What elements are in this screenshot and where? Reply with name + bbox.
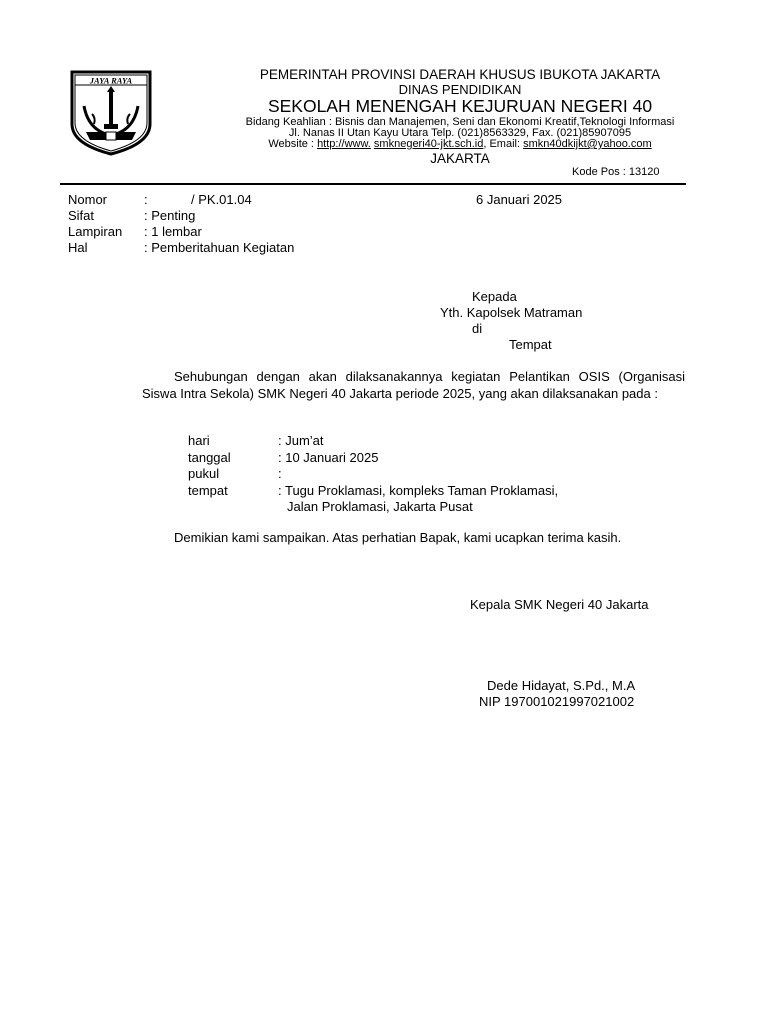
email-label: , Email: xyxy=(483,138,524,150)
hari-label: hari xyxy=(188,433,210,448)
website-link-1[interactable]: http://www. xyxy=(317,138,371,150)
header-department: DINAS PENDIDIKAN xyxy=(398,82,522,97)
kode-pos: Kode Pos : 13120 xyxy=(572,166,660,178)
sifat-label: Sifat xyxy=(68,208,95,223)
hari-value: : Jum’at xyxy=(278,433,324,448)
recipient-tempat: Tempat xyxy=(509,337,552,352)
header-address: Jl. Nanas II Utan Kayu Utara Telp. (021)8563329, Fax. (021)85907095 xyxy=(288,127,632,139)
tempat-label: tempat xyxy=(188,483,228,498)
letter-date: 6 Januari 2025 xyxy=(476,192,563,207)
tanggal-value: : 10 Januari 2025 xyxy=(278,450,379,465)
jakarta-emblem-logo xyxy=(66,66,156,156)
nomor-colon: : xyxy=(144,192,148,207)
body-paragraph-2: Demikian kami sampaikan. Atas perhatian Bapak, kami ucapkan terima kasih. xyxy=(174,530,622,545)
nomor-value: / PK.01.04 xyxy=(191,192,252,207)
pukul-value: : xyxy=(278,466,282,481)
hal-value: : Pemberitahuan Kegiatan xyxy=(144,240,295,255)
signature-title: Kepala SMK Negeri 40 Jakarta xyxy=(470,597,649,612)
header-city: JAKARTA xyxy=(430,151,490,166)
header-school-name: SEKOLAH MENENGAH KEJURUAN NEGERI 40 xyxy=(267,96,653,116)
website-link-2[interactable]: smknegeri40-jkt.sch.id xyxy=(373,138,484,150)
lampiran-value: : 1 lembar xyxy=(144,224,202,239)
website-label: Website : xyxy=(268,138,318,150)
header-contact xyxy=(160,138,760,150)
header-government: PEMERINTAH PROVINSI DAERAH KHUSUS IBUKOTA JAKARTA xyxy=(259,67,661,82)
recipient-name: Yth. Kapolsek Matraman xyxy=(440,305,583,320)
tempat-value-1: : Tugu Proklamasi, kompleks Taman Proklamasi, xyxy=(278,483,559,498)
body-paragraph-1: Sehubungan dengan akan dilaksanakannya kegiatan Pelantikan OSIS (Organisasi Siswa Intra Sekola) SMK Negeri 40 Jakarta periode 2025, yang akan dilaksanakan pada : xyxy=(142,369,685,401)
pukul-label: pukul xyxy=(188,466,220,481)
logo-text: JAYA RAYA xyxy=(89,75,133,86)
tanggal-label: tanggal xyxy=(188,450,231,465)
email-link[interactable]: smkn40dkijkt@yahoo.com xyxy=(523,138,652,150)
header-divider xyxy=(60,183,686,185)
recipient-kepada: Kepada xyxy=(472,289,517,304)
sifat-value: : Penting xyxy=(144,208,196,223)
hal-label: Hal xyxy=(68,240,88,255)
lampiran-label: Lampiran xyxy=(68,224,123,239)
tempat-value-2: Jalan Proklamasi, Jakarta Pusat xyxy=(287,499,473,514)
nomor-label: Nomor xyxy=(68,192,108,207)
signature-nip: NIP 197001021997021002 xyxy=(479,694,635,709)
signature-name: Dede Hidayat, S.Pd., M.A xyxy=(487,678,636,693)
recipient-di: di xyxy=(472,321,483,336)
header-bidang: Bidang Keahlian : Bisnis dan Manajemen, Seni dan Ekonomi Kreatif,Teknologi Informasi xyxy=(245,116,675,128)
